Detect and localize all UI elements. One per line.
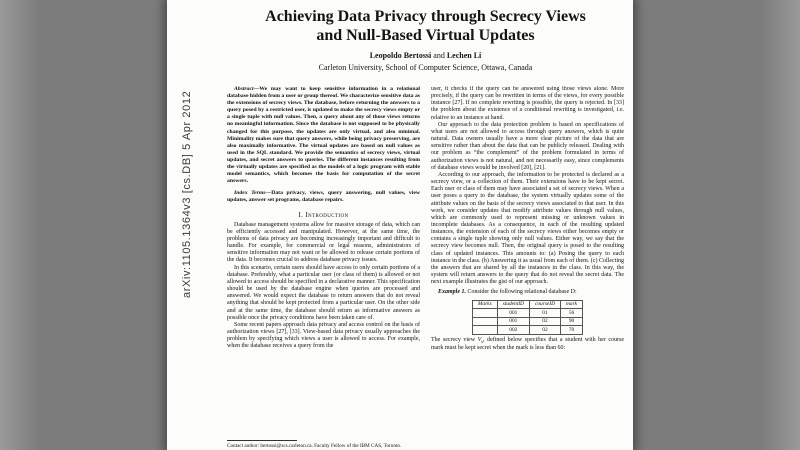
index-terms-label: Index Terms—: [234, 190, 272, 197]
abstract: [227, 86, 420, 185]
table-cell: 56: [561, 309, 583, 318]
footnote-block: [227, 437, 420, 449]
table-cell-empty: [472, 317, 497, 326]
table-cell: 70: [561, 326, 583, 335]
footnote-rule: [227, 440, 297, 441]
marks-table: [472, 300, 583, 335]
right-column: [431, 86, 624, 449]
table-row: [472, 326, 582, 335]
table-row: [472, 309, 582, 318]
intro-paragraph-1: Database management systems allow for massive storage of data, which can be efficiently accessed and manipulated. However, at the same time, the problems of data privacy are becoming increasingly important and difficult to handle. For example, for commercial or legal reasons, administrators of sensitive information may not want or be allowed to release certain portions of the data. It becomes crucial to address database privacy issues.: [227, 221, 420, 264]
authors-conjunction: and: [431, 51, 447, 60]
secrecy-view-symbol-sub: s: [481, 339, 484, 345]
table-cell: 02: [529, 326, 560, 335]
index-terms: [227, 190, 420, 204]
affiliation: Carleton University, School of Computer Science, Ottawa, Canada: [318, 63, 533, 72]
right-paragraph-2: Our approach to the data protection problem is based on specifications of what users are not allowed to access through query answers, which is quite natural. Data owners usually have a more clear picture of the data that are sensitive rather than about the data that can be publicly released. Dealing with our problem as “the complement” of the problem formulated in terms of authorization views is not natural, and not necessarily easy, since complements of database views would be involved [20], [21].: [431, 121, 624, 171]
table-cell: 01: [529, 309, 560, 318]
secrecy-view-symbol-letter: V: [477, 336, 482, 343]
footnote-text: Contact author: bertossi@scs.carleton.ca. Faculty Fellow of the IBM CAS, Toronto.: [227, 442, 402, 449]
secrecy-view-prefix: The secrecy view: [431, 336, 478, 343]
table-header-mark: mark: [561, 300, 583, 309]
abstract-text: We may want to keep sensitive information in a relational database hidden from a user or group thereof. We characterize sensitive data as the extensions of secrecy views. The database, before returning the answers to a query posed by a restricted user, is updated to make the secrecy views empty or a single tuple with null values. Then, a query about any of those views returns no meaningful information. Since the database is not supposed to be physically changed for this purpose, the updates are only virtual, and also minimal. Minimality makes sure that query answers, while being privacy preserving, are also maximally informative. The virtual updates are based on null values as used in the SQL standard. We provide the semantics of secrecy views, virtual updates, and secret answers to queries. The different instances resulting from the virtually updates are specified as the models of a logic program with stable model semantics, which becomes the basis for computation of the secret answers.: [227, 86, 420, 185]
table-cell: 001: [497, 317, 529, 326]
table-header-studentid: studentID: [497, 300, 529, 309]
left-column: [227, 86, 420, 449]
intro-paragraph-2: In this scenario, certain users should have access to only certain portions of a database. Preferably, what a particular user (or class of them) is allowed or not allowed to access should be specified in a declarative manner. This specification should be used by the database engine when queries are processed and answered. We would expect the database to return answers that do not reveal anything that should be kept protected from a particular user. On the other side and at the same time, the database should return as informative answers as possible once the privacy conditions have been taken care of.: [227, 264, 420, 321]
table-cell: 02: [529, 317, 560, 326]
table-header-courseid: courseID: [529, 300, 560, 309]
right-paragraph-1: user, it checks if the query can be answered using those views alone. More precisely, if the query can be rewritten in terms of the views, for every possible instance [27]. If no complete rewriting is possible, the query is rejected. In [33] the problem about the existence of a conditional rewriting is investigated, i.e. relative to an instance at hand.: [431, 86, 624, 121]
intro-paragraph-3: Some recent papers approach data privacy and access control on the basis of authorization views [27], [33]. View-based data privacy usually approaches the problem by specifying which views a user is allowed to access. For example, when the database receives a query from the: [227, 321, 420, 350]
table-relation-name: Marks: [472, 300, 497, 309]
index-terms-text: Data privacy, views, query answering, null values, view updates, answer set programs, database repairs.: [227, 190, 420, 204]
example-1: [431, 289, 624, 296]
table-header-row: [472, 300, 582, 309]
author-name-2: Lechen Li: [446, 51, 482, 60]
table-cell-empty: [472, 309, 497, 318]
secrecy-view-paragraph: [431, 337, 624, 353]
table-row: [472, 317, 582, 326]
example-label: Example 1.: [438, 289, 466, 296]
author-name-1: Leopoldo Bertossi: [369, 51, 432, 60]
abstract-label: Abstract—: [234, 86, 260, 92]
table-cell-empty: [472, 326, 497, 335]
table-cell: 002: [497, 326, 529, 335]
table-cell: 90: [561, 317, 583, 326]
table-cell: 001: [497, 309, 529, 318]
example-intro-text: Consider the following relational database D:: [466, 289, 577, 296]
paper-page: [167, 0, 633, 450]
two-column-body: [227, 86, 624, 449]
paper-title: Achieving Data Privacy through Secrecy Views and Null-Based Virtual Updates: [265, 8, 586, 44]
paper-content: [227, 0, 624, 449]
section-heading-introduction: I. Introduction: [298, 211, 349, 219]
secrecy-view-suffix: , defined below specifies that a student with her course mark must be kept secret when the mark is less than 60:: [431, 336, 624, 352]
authors-line: [227, 51, 624, 61]
arxiv-stamp: arXiv:1105.1364v3 [cs.DB] 5 Apr 2012: [181, 90, 193, 298]
right-paragraph-3: According to our approach, the information to be protected is declared as a secrecy view, or a collection of them. Their extensions have to be kept secret. Each user or class of them may have associated a set of secrecy views. When a user poses a query to the database, the system virtually updates some of the attribute values on the basis of the secrecy views associated to that user. In this work, we consider updates that modify attribute values through null values, which are commonly used to represent missing or unknown values in incomplete databases. As a consequence, in each of the resulting updated instances, the extension of each of the secrecy views either becomes empty or contains a single tuple showing only null values. Either way, we say that the secrecy view becomes null. Then, the original query is posed to the resulting class of updated instances. This amounts to: (a) Posing the query to each instance in the class. (b) Answering it as usual from each of them. (c) Collecting the answers that are shared by all the instances in the class. In this way, the system will return answers to the query that do not reveal the secret data. The next example illustrates the gist of our approach.: [431, 171, 624, 286]
